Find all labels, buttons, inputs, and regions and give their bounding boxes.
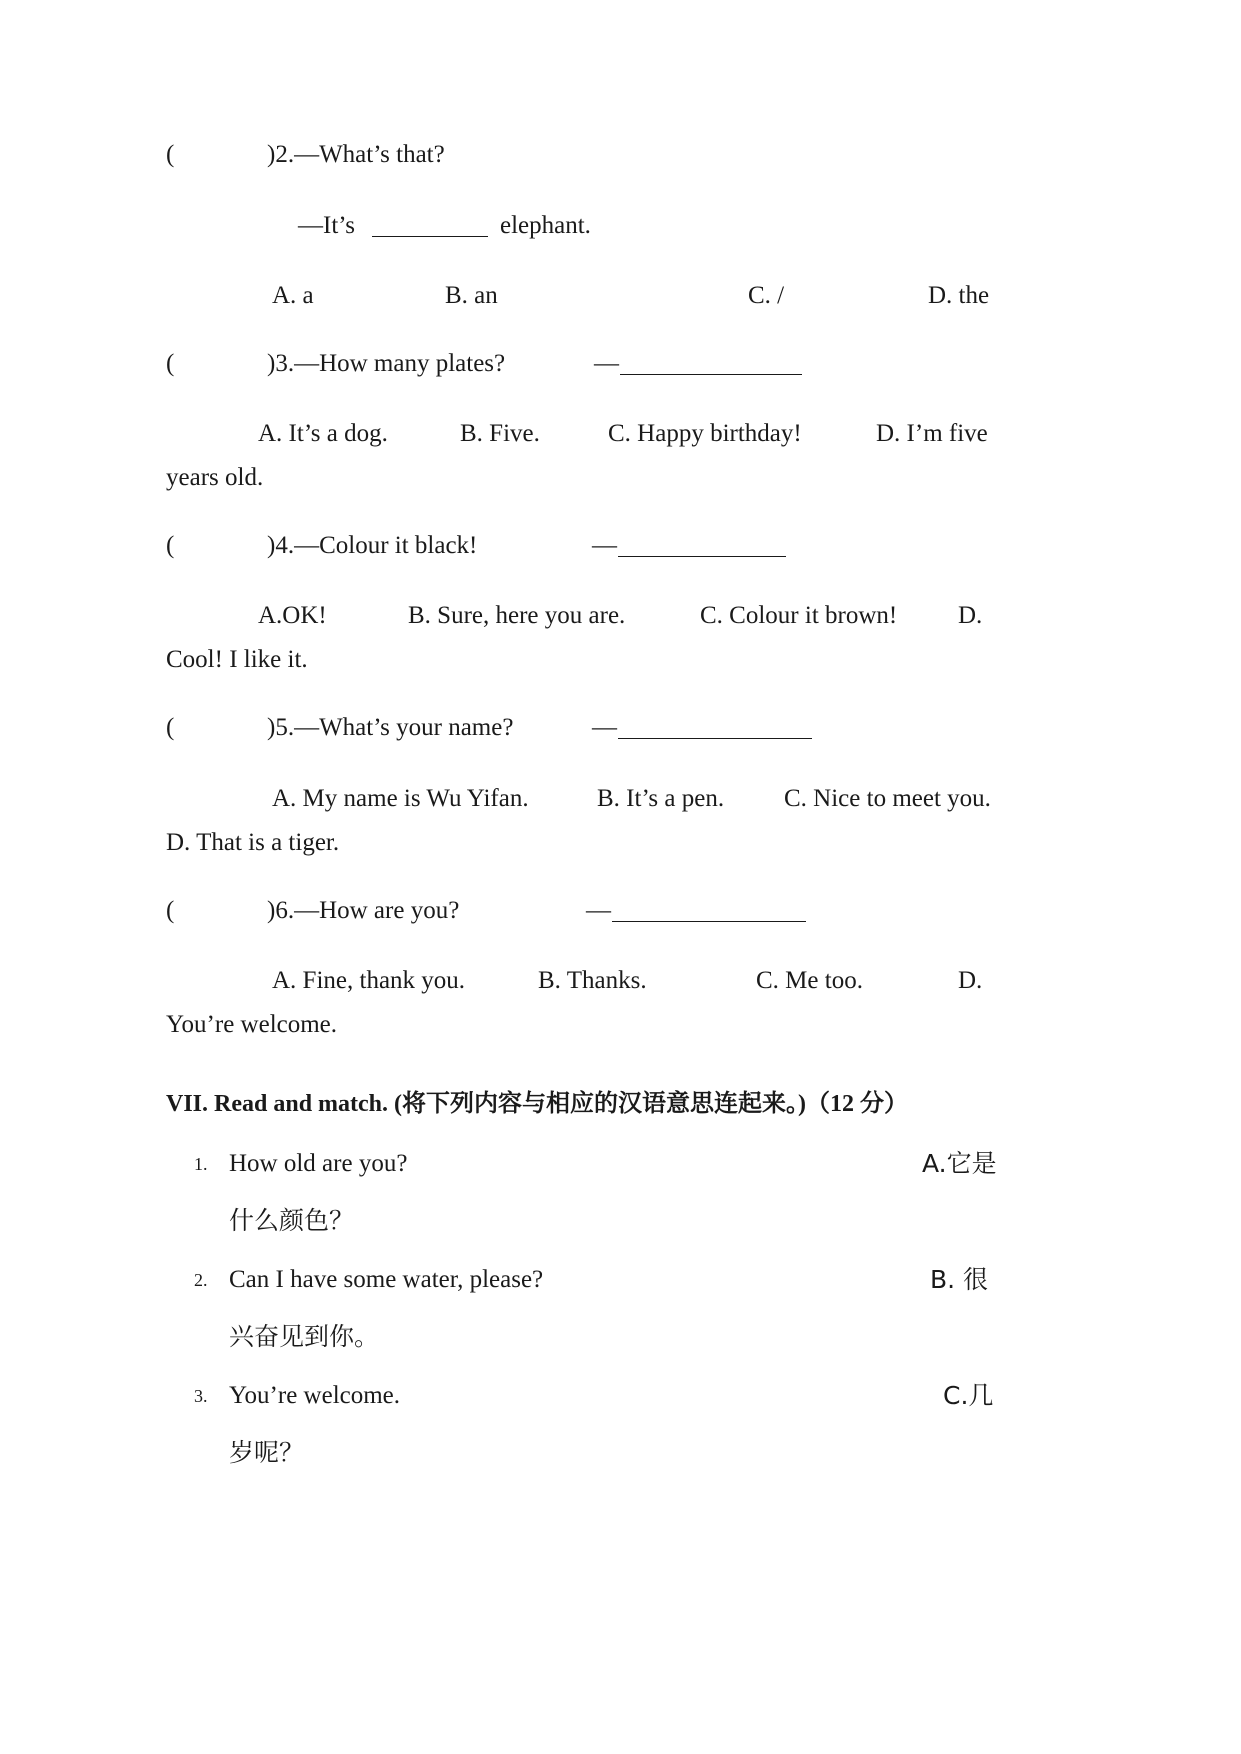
q4-reply-dash: — [592, 532, 617, 559]
q6-option-d: D. [958, 967, 983, 994]
q4-stem: )4.—Colour it black! [267, 532, 478, 559]
q6-option-b: B. Thanks. [538, 967, 647, 994]
q6-option-c: C. Me too. [756, 967, 863, 994]
q3-option-d: D. I’m five [876, 420, 988, 447]
match-item-2-meaning-tail: 兴奋见到你。 [229, 1322, 380, 1351]
q3-reply-dash: — [594, 350, 619, 377]
q2-answer-suffix: elephant. [500, 212, 591, 239]
q6-paren: ( [166, 897, 175, 924]
q6-answer-blank[interactable] [612, 920, 806, 922]
q6-stem: )6.—How are you? [267, 897, 460, 924]
q2-option-b: B. an [445, 282, 498, 309]
q4-option-c: C. Colour it brown! [700, 602, 898, 629]
q3-answer-blank[interactable] [620, 373, 802, 375]
q3-option-c: C. Happy birthday! [608, 420, 802, 447]
q2-stem: )2.—What’s that? [267, 141, 445, 168]
q5-paren: ( [166, 714, 175, 741]
section-heading: VII. Read and match. (将下列内容与相应的汉语意思连起来。)（12 分） [166, 1091, 909, 1117]
q6-option-a: A. Fine, thank you. [272, 967, 466, 994]
q2-answer-prefix: —It’s [298, 212, 355, 239]
match-item-3-number: 3. [194, 1386, 208, 1406]
match-item-1-meaning-tail: 什么颜色？ [229, 1206, 355, 1235]
q5-option-b: B. It’s a pen. [597, 785, 725, 812]
q3-option-a: A. It’s a dog. [258, 420, 388, 447]
match-item-3-meaning-head: C.几 [943, 1381, 994, 1410]
q4-option-d: D. [958, 602, 983, 629]
q6-continuation: You’re welcome. [166, 1011, 338, 1038]
q2-paren: ( [166, 141, 175, 168]
q2-option-a: A. a [272, 282, 314, 309]
q4-option-a: A.OK! [258, 602, 327, 629]
match-item-3-meaning-tail: 岁呢？ [229, 1438, 305, 1467]
q5-option-c: C. Nice to meet you. [784, 785, 991, 812]
q5-continuation: D. That is a tiger. [166, 829, 340, 856]
match-item-2-text: Can I have some water, please? [229, 1266, 544, 1293]
match-item-1-text: How old are you? [229, 1150, 408, 1177]
match-item-1-meaning-head: A.它是 [922, 1149, 997, 1178]
q2-option-d: D. the [928, 282, 990, 309]
q6-reply-dash: — [586, 897, 611, 924]
q3-continuation: years old. [166, 464, 264, 491]
q5-answer-blank[interactable] [618, 737, 812, 739]
q4-paren: ( [166, 532, 175, 559]
q4-continuation: Cool! I like it. [166, 646, 308, 673]
q4-answer-blank[interactable] [618, 555, 786, 557]
q4-option-b: B. Sure, here you are. [408, 602, 626, 629]
q5-reply-dash: — [592, 714, 617, 741]
q2-option-c: C. / [748, 282, 785, 309]
match-item-3-text: You’re welcome. [229, 1382, 401, 1409]
q2-answer-blank[interactable] [372, 235, 488, 237]
q5-stem: )5.—What’s your name? [267, 714, 514, 741]
q3-stem: )3.—How many plates? [267, 350, 506, 377]
q3-paren: ( [166, 350, 175, 377]
match-item-2-meaning-head: B. 很 [930, 1265, 989, 1294]
match-item-1-number: 1. [194, 1154, 208, 1174]
match-item-2-number: 2. [194, 1270, 208, 1290]
q5-option-a: A. My name is Wu Yifan. [272, 785, 529, 812]
q3-option-b: B. Five. [460, 420, 540, 447]
